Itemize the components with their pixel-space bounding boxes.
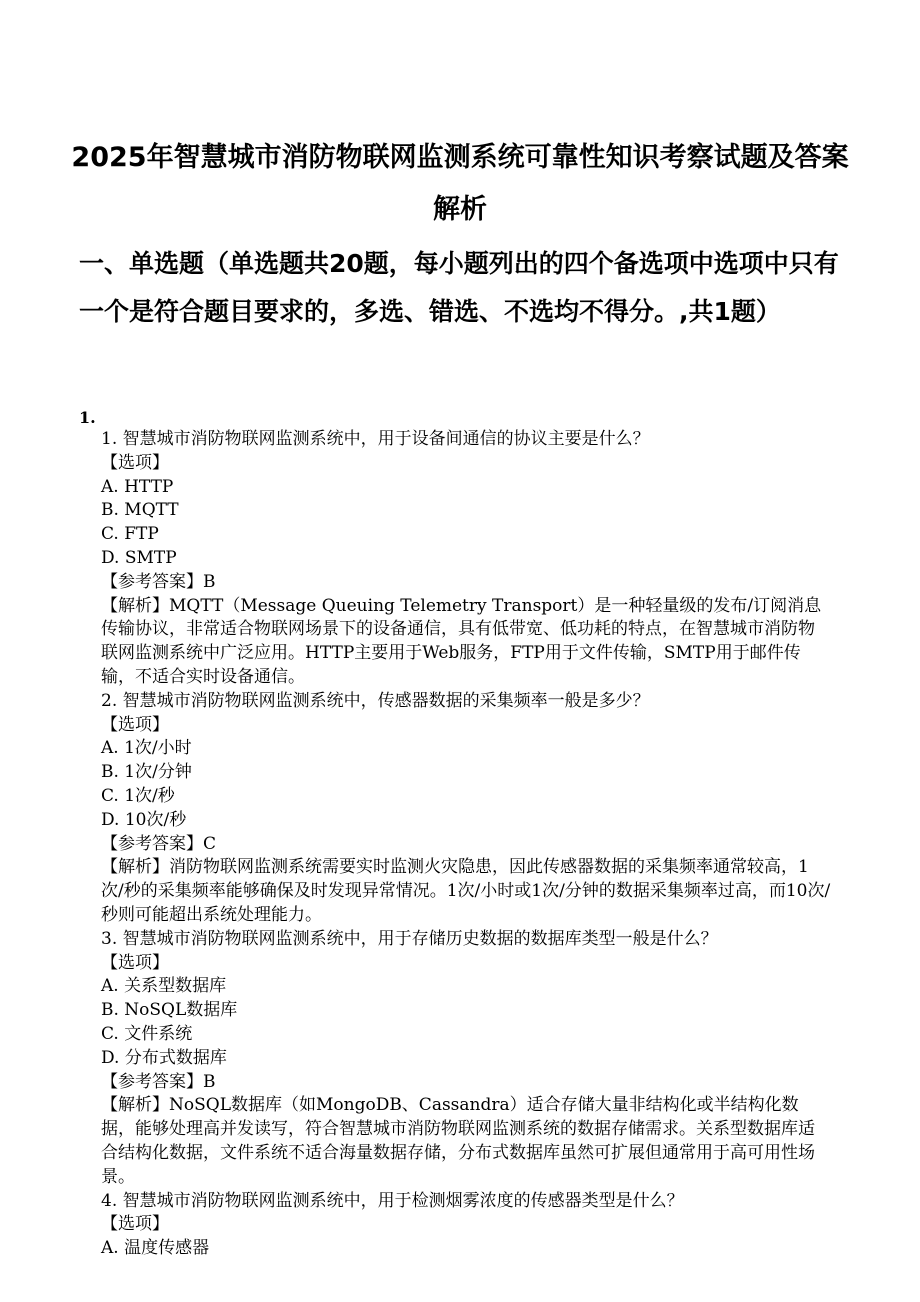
option-b: B. MQTT xyxy=(101,500,179,521)
option-a: A. HTTP xyxy=(101,476,174,497)
section-heading: 一、单选题（单选题共20题，每小题列出的四个备选项中选项中只有一个是符合题目要求的，多选、错选、不选均不得分。,共1题） xyxy=(79,249,839,326)
analysis-line xyxy=(101,595,831,690)
analysis-line xyxy=(101,856,831,927)
option-a: A. 关系型数据库 xyxy=(101,976,227,997)
answer-label: 【参考答案】 xyxy=(101,833,203,854)
option-c: C. 1次/秒 xyxy=(101,785,175,806)
analysis-line xyxy=(101,1094,831,1189)
answer-label: 【参考答案】 xyxy=(101,1071,203,1092)
question-block xyxy=(101,428,831,690)
options-label: 【选项】 xyxy=(101,714,169,735)
question-block xyxy=(101,1190,831,1261)
option-d: D. 10次/秒 xyxy=(101,809,187,830)
question-stem: 2. 智慧城市消防物联网监测系统中，传感器数据的采集频率一般是多少？ xyxy=(101,690,650,711)
question-block xyxy=(101,690,831,928)
options-label: 【选项】 xyxy=(101,452,169,473)
document-title: 2025年智慧城市消防物联网监测系统可靠性知识考察试题及答案解析 xyxy=(71,142,849,225)
option-a: A. 温度传感器 xyxy=(101,1238,210,1259)
question-block xyxy=(101,928,831,1190)
question-list xyxy=(101,428,831,1261)
analysis-text: NoSQL数据库（如MongoDB、Cassandra）适合存储大量非结构化或半结构化数据，能够处理高并发读写，符合智慧城市消防物联网监测系统的数据存储需求。关系型数据库适合结构化数据，文件系统不适合海量数据存储，分布式数据库虽然可扩展但通常用于高可用性场景。 xyxy=(101,1095,815,1187)
analysis-label: 【解析】 xyxy=(101,595,169,616)
answer-line xyxy=(101,1071,831,1095)
answer-value: C xyxy=(203,833,217,854)
answer-value: B xyxy=(203,571,216,592)
option-c: C. FTP xyxy=(101,524,159,545)
analysis-label: 【解析】 xyxy=(101,1095,169,1116)
answer-line xyxy=(101,833,831,857)
option-b: B. 1次/分钟 xyxy=(101,762,192,783)
analysis-text: MQTT（Message Queuing Telemetry Transport）是一种轻量级的发布/订阅消息传输协议，非常适合物联网场景下的设备通信，具有低带宽、低功耗的特点，在智慧城市消防物联网监测系统中广泛应用。HTTP主要用于Web服务，FTP用于文件传输，SMTP用于邮件传输，不适合实时设备通信。 xyxy=(101,595,822,687)
option-d: D. SMTP xyxy=(101,547,177,568)
option-c: C. 文件系统 xyxy=(101,1023,193,1044)
answer-label: 【参考答案】 xyxy=(101,571,203,592)
options-label: 【选项】 xyxy=(101,952,169,973)
question-stem: 3. 智慧城市消防物联网监测系统中，用于存储历史数据的数据库类型一般是什么？ xyxy=(101,928,718,949)
question-stem: 1. 智慧城市消防物联网监测系统中，用于设备间通信的协议主要是什么？ xyxy=(101,429,650,449)
answer-value: B xyxy=(203,1071,216,1092)
analysis-text: 消防物联网监测系统需要实时监测火灾隐患，因此传感器数据的采集频率通常较高，1次/秒的采集频率能够确保及时发现异常情况。1次/小时或1次/分钟的数据采集频率过高，而10次/秒则可能超出系统处理能力。 xyxy=(101,857,831,925)
option-d: D. 分布式数据库 xyxy=(101,1047,227,1068)
options-label: 【选项】 xyxy=(101,1214,169,1235)
option-b: B. NoSQL数据库 xyxy=(101,1000,238,1021)
question-group-number: 1. xyxy=(79,408,96,427)
option-a: A. 1次/小时 xyxy=(101,738,192,759)
analysis-label: 【解析】 xyxy=(101,857,169,878)
question-stem: 4. 智慧城市消防物联网监测系统中，用于检测烟雾浓度的传感器类型是什么？ xyxy=(101,1190,684,1211)
answer-line xyxy=(101,571,831,595)
